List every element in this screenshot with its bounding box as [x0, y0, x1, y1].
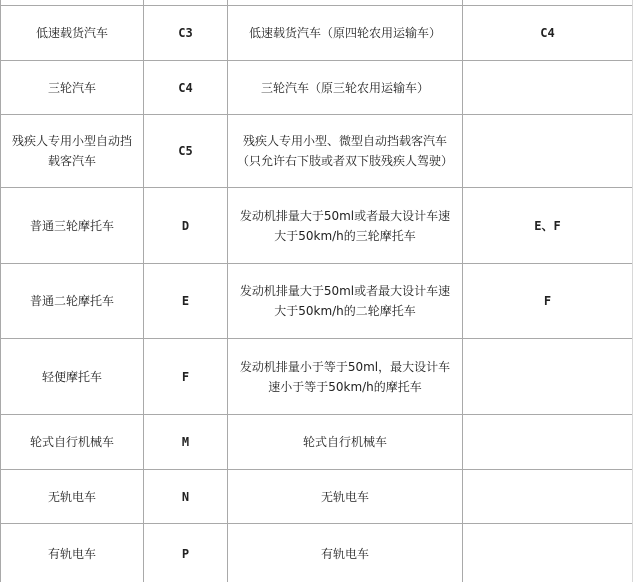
vehicle-description-cell: 有轨电车 [228, 524, 463, 582]
vehicle-description-cell: 残疾人专用小型、微型自动挡载客汽车（只允许右下肢或者双下肢残疾人驾驶） [228, 115, 463, 188]
table-row [1, 339, 633, 415]
permitted-classes-cell: F [463, 264, 633, 339]
permitted-classes-cell [463, 339, 633, 415]
vehicle-description-cell: 发动机排量大于50ml或者最大设计车速大于50km/h的二轮摩托车 [228, 264, 463, 339]
license-code-cell: P [144, 524, 228, 582]
vehicle-description-cell: 三轮汽车（原三轮农用运输车） [228, 61, 463, 115]
permitted-classes-cell: C4 [463, 6, 633, 61]
table-row [1, 524, 633, 582]
vehicle-description-cell: 轮式自行机械车 [228, 415, 463, 470]
vehicle-type-cell: 普通二轮摩托车 [1, 264, 144, 339]
vehicle-description-cell: 发动机排量小于等于50ml，最大设计车速小于等于50km/h的摩托车 [228, 339, 463, 415]
vehicle-type-cell: 有轨电车 [1, 524, 144, 582]
vehicle-description-cell: 发动机排量大于50ml或者最大设计车速大于50km/h的三轮摩托车 [228, 188, 463, 264]
vehicle-type-cell: 无轨电车 [1, 470, 144, 524]
license-code-cell: E [144, 264, 228, 339]
vehicle-type-cell: 轻便摩托车 [1, 339, 144, 415]
license-code-cell: N [144, 470, 228, 524]
table-row [1, 188, 633, 264]
vehicle-type-cell: 普通三轮摩托车 [1, 188, 144, 264]
permitted-classes-cell [463, 415, 633, 470]
vehicle-type-cell: 三轮汽车 [1, 61, 144, 115]
license-code-cell: D [144, 188, 228, 264]
permitted-classes-cell [463, 470, 633, 524]
permitted-classes-cell [463, 524, 633, 582]
permitted-classes-cell [463, 61, 633, 115]
vehicle-description-cell: 低速载货汽车（原四轮农用运输车） [228, 6, 463, 61]
table-row [1, 264, 633, 339]
table-row [1, 61, 633, 115]
permitted-classes-cell [463, 115, 633, 188]
license-code-cell: C4 [144, 61, 228, 115]
table-row [1, 115, 633, 188]
license-code-cell: M [144, 415, 228, 470]
license-code-cell: C3 [144, 6, 228, 61]
vehicle-type-cell: 轮式自行机械车 [1, 415, 144, 470]
table-row [1, 470, 633, 524]
license-code-cell: C5 [144, 115, 228, 188]
vehicle-type-cell: 低速载货汽车 [1, 6, 144, 61]
table-row [1, 6, 633, 61]
vehicle-description-cell: 无轨电车 [228, 470, 463, 524]
table-row [1, 415, 633, 470]
permitted-classes-cell: E、F [463, 188, 633, 264]
license-code-cell: F [144, 339, 228, 415]
vehicle-type-cell: 残疾人专用小型自动挡载客汽车 [1, 115, 144, 188]
